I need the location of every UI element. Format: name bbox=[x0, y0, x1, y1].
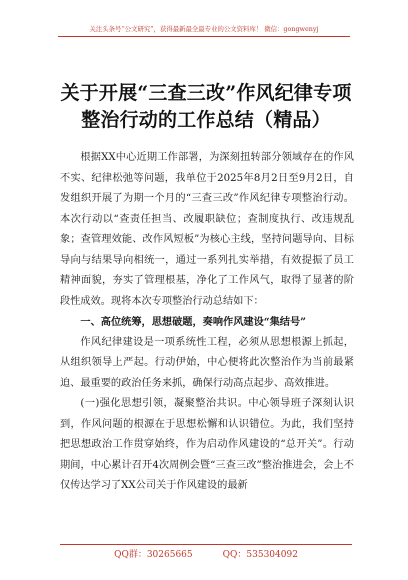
header-banner: 关注头条号“公文研究”，获得最新最全最专业的公文资料库！ 微信：gongwenyj bbox=[58, 24, 350, 37]
document-body bbox=[60, 148, 354, 497]
footer bbox=[60, 544, 352, 561]
footer-qq-group: QQ群：30265665 bbox=[114, 550, 193, 560]
section-heading: 一、高位统筹，思想破题，奏响作风建设“集结号” bbox=[80, 316, 307, 328]
intro-paragraph: 根据XX中心近期工作部署，为深刻扭转部分领域存在的作风不实、纪律松弛等问题，我单位于2025年8月2日至9月2日，自发组织开展了为期一个月的“三查三改”作风纪律专项整治行动。本次行动以“查责任担当、改履职缺位；查制度执行、改违规乱象；查管理效能、改作风短板”为核心主线，坚持问题导向、目标导向与结果导向相统一，通过一系列扎实举措，有效提振了员工精神面貌，夯实了管理根基，净化了工作风气，取得了显著的阶段性成效。现将本次专项整治行动总结如下： bbox=[60, 152, 354, 307]
subsection-paragraph: (一)强化思想引领，凝聚整治共识。中心领导班子深刻认识到，作风问题的根源在于思想松懈和认识错位。为此，我们坚持把思想政治工作贯穿始终，作为启动作风建设的“总开关”。行动期间，中心累计召开4次周例会暨“三查三改”整治推进会，会上不仅传达学习了XX公司关于作风建设的最新 bbox=[60, 398, 354, 491]
footer-qq: QQ：535304092 bbox=[222, 550, 298, 560]
section-paragraph: 作风纪律建设是一项系统性工程，必须从思想根源上抓起，从组织领导上严起。行动伊始，中心便将此次整治作为当前最紧迫、最重要的政治任务来抓，确保行动高点起步、高效推进。 bbox=[60, 336, 354, 389]
document-title: 关于开展“三查三改”作风纪律专项整治行动的工作总结（精品） bbox=[60, 82, 352, 131]
